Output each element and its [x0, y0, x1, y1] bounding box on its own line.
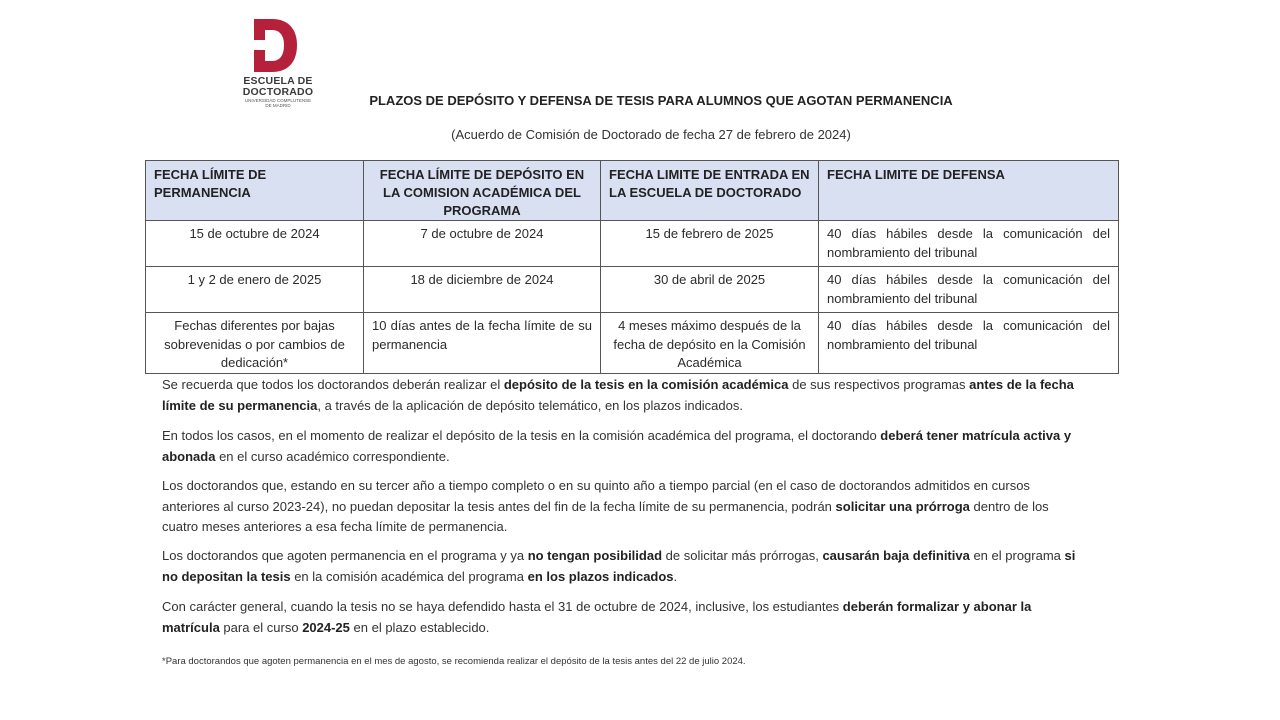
table-row [146, 313, 1119, 374]
paragraph-prorroga [162, 476, 1080, 538]
text-span: , a través de la aplicación de depósito telemático, en los plazos indicados. [317, 397, 743, 413]
document-title: PLAZOS DE DEPÓSITO Y DEFENSA DE TESIS PARA ALUMNOS QUE AGOTAN PERMANENCIA [369, 93, 953, 108]
table-header-row [146, 161, 1119, 221]
table-row [146, 267, 1119, 313]
document-subtitle: (Acuerdo de Comisión de Doctorado de fecha 27 de febrero de 2024) [451, 127, 851, 142]
bold-span: solicitar una prórroga [835, 498, 970, 514]
paragraph-baja-definitiva [162, 546, 1080, 587]
text-span: en la comisión académica del programa [290, 568, 528, 584]
text-span: Con carácter general, cuando la tesis no se haya defendido hasta el 31 de octubre de 2024, inclusive, los estudiantes [162, 599, 843, 614]
bold-span: si no depositan la tesis [162, 548, 1076, 584]
text-span: en el curso académico correspondiente. [215, 448, 450, 464]
table-cell: 40 días hábiles desde la comunicación del nombramiento del tribunal [819, 313, 1119, 374]
text-span: en el plazo establecido. [349, 619, 490, 635]
table-cell: 15 de febrero de 2025 [601, 221, 819, 267]
table-cell: 7 de octubre de 2024 [364, 221, 601, 267]
bold-span: en los plazos indicados [527, 568, 674, 584]
header-fecha-limite-deposito: FECHA LÍMITE DE DEPÓSITO EN LA COMISION ACADÉMICA DEL PROGRAMA [364, 161, 601, 221]
bold-span: causarán baja definitiva [822, 548, 970, 563]
footnote: *Para doctorandos que agoten permanencia en el mes de agosto, se recomienda realizar el depósito de la tesis antes del 22 de julio 2024. [162, 656, 746, 667]
header-fecha-limite-defensa: FECHA LIMITE DE DEFENSA [819, 161, 1119, 221]
bold-span: antes de la fecha límite de su permanencia [162, 377, 1074, 413]
logo-text-line3: UNIVERSIDAD COMPLUTENSE [244, 98, 312, 103]
paragraph-matricula-2024-25 [162, 597, 1080, 638]
table-cell: 4 meses máximo después de la fecha de depósito en la Comisión Académica [601, 313, 819, 374]
paragraph-matricula-activa [162, 426, 1080, 467]
logo-text-line2: DOCTORADO [242, 86, 314, 98]
paragraph-deposito-recordatorio [162, 375, 1080, 416]
table-cell: 40 días hábiles desde la comunicación del nombramiento del tribunal [819, 221, 1119, 267]
table-cell: 1 y 2 de enero de 2025 [146, 267, 364, 313]
table-cell: 15 de octubre de 2024 [146, 221, 364, 267]
text-span: Los doctorandos que, estando en su tercer año a tiempo completo o en su quinto año a tiempo parcial (en el caso de doctorandos admitidos en cursos anteriores al curso 2023-24), no puedan depositar la tesis antes del fin de la fecha límite de su permanencia, podrán [162, 478, 1030, 514]
table-row [146, 221, 1119, 267]
logo-text-line4: DE MADRID [265, 103, 291, 108]
header-fecha-limite-entrada: FECHA LIMITE DE ENTRADA EN LA ESCUELA DE DOCTORADO [601, 161, 819, 221]
text-span: Se recuerda que todos los doctorandos deberán realizar el [162, 377, 504, 392]
d-logo-icon [250, 16, 300, 74]
text-span: . [673, 568, 678, 584]
text-span: en el programa [969, 548, 1065, 563]
logo-text-line1: ESCUELA DE [243, 75, 313, 87]
text-span: de sus respectivos programas [788, 377, 970, 392]
bold-span: deberá tener matrícula activa y abonada [162, 428, 1072, 464]
text-span: para el curso [219, 619, 303, 635]
bold-span: depósito de la tesis en la comisión académica [503, 377, 789, 392]
table-cell: Fechas diferentes por bajas sobrevenidas o por cambios de dedicación* [146, 313, 364, 374]
text-span: Los doctorandos que agoten permanencia en el programa y ya [162, 548, 528, 563]
header-fecha-limite-permanencia: FECHA LÍMITE DE PERMANENCIA [146, 161, 364, 221]
bold-span: 2024-25 [302, 619, 350, 635]
table-cell: 40 días hábiles desde la comunicación del nombramiento del tribunal [819, 267, 1119, 313]
bold-span: no tengan posibilidad [527, 548, 663, 563]
text-span: dentro de los cuatro meses anteriores a esa fecha límite de permanencia. [162, 498, 1049, 534]
text-span: de solicitar más prórrogas, [662, 548, 823, 563]
text-span: En todos los casos, en el momento de realizar el depósito de la tesis en la comisión académica del programa, el doctorando [162, 428, 881, 443]
table-cell: 30 de abril de 2025 [601, 267, 819, 313]
table-cell: 18 de diciembre de 2024 [364, 267, 601, 313]
table-cell: 10 días antes de la fecha límite de su permanencia [364, 313, 601, 374]
deadlines-table [145, 160, 1119, 374]
bold-span: deberán formalizar y abonar la matrícula [162, 599, 1032, 635]
